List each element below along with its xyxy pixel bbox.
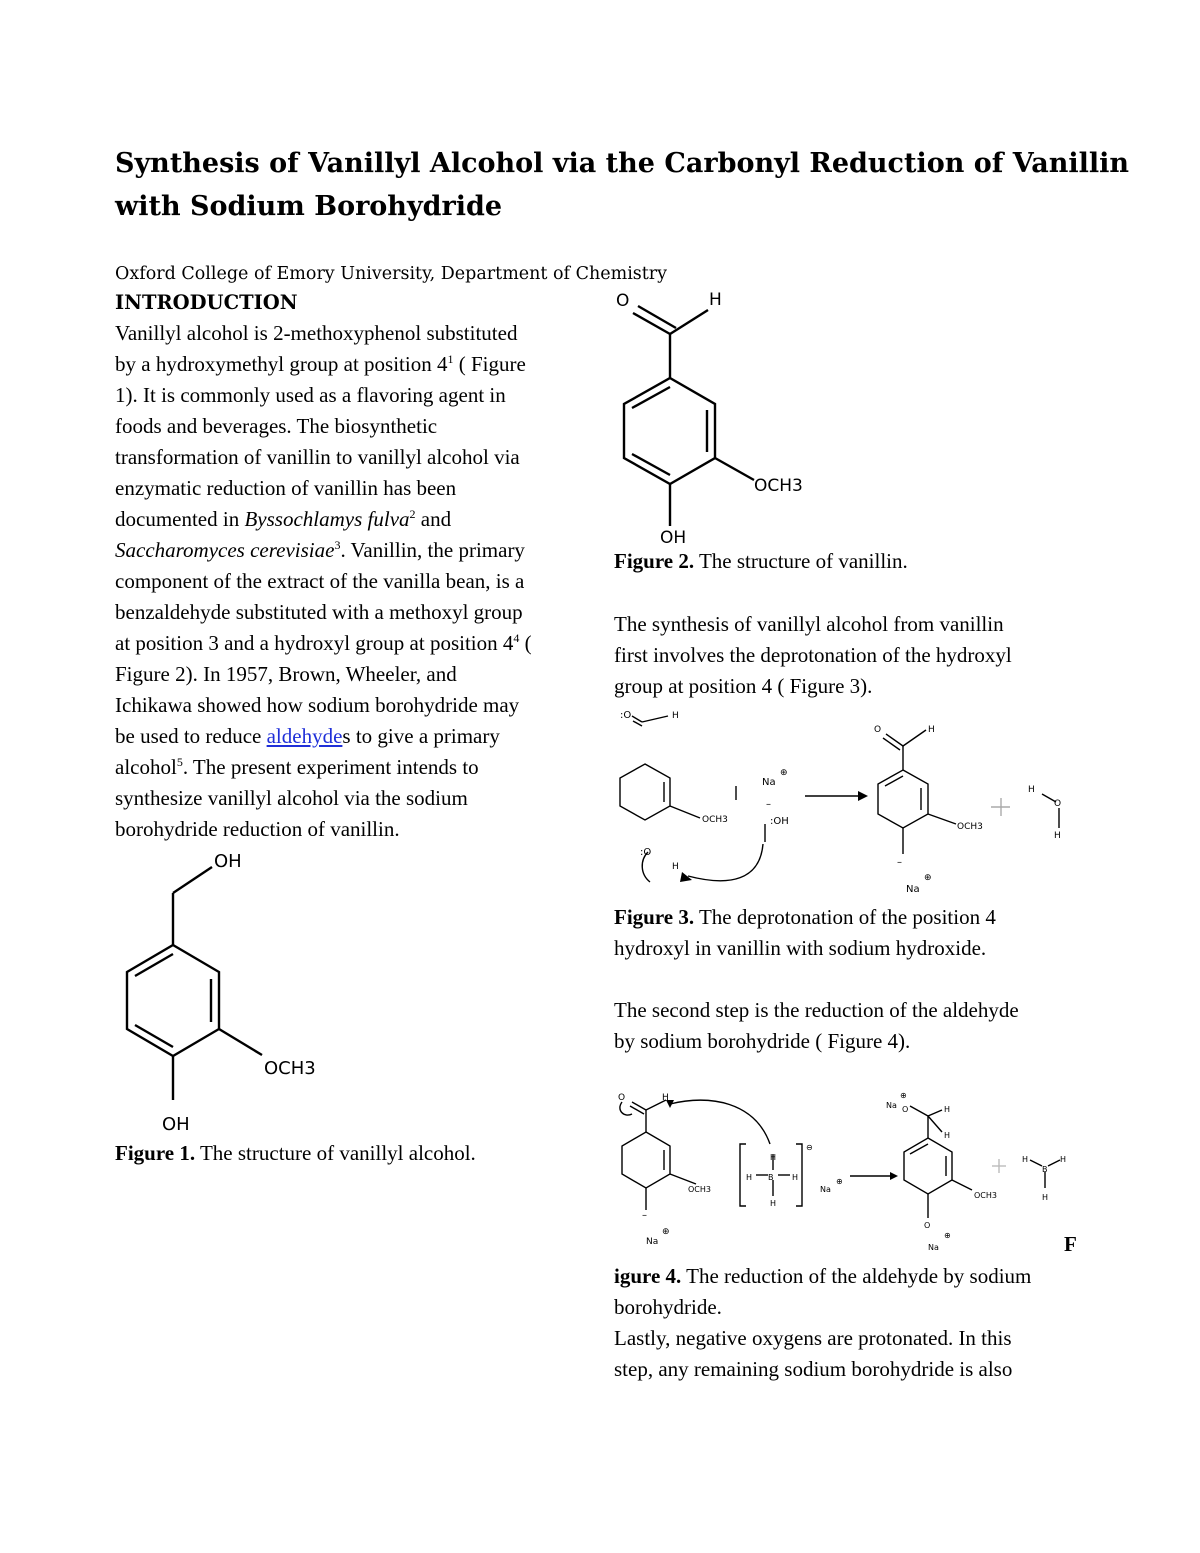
- deprotonation-scheme: [610, 702, 1090, 900]
- borohydride-reduction-scheme: [610, 1088, 1090, 1258]
- atom-label: H: [792, 1173, 799, 1182]
- svg-text:⊕: ⊕: [836, 1177, 843, 1186]
- synthesis-paragraph: [614, 609, 1094, 702]
- atom-label: OH: [214, 851, 242, 872]
- atom-label: OCH3: [974, 1191, 997, 1200]
- vanillin-structure: [608, 286, 828, 548]
- title-line-1: Synthesis of Vanillyl Alcohol via the Carbonyl Reduction of Vanillin: [115, 148, 1130, 179]
- intro-line: at position 3 and a hydroxyl group at position $4^4$ (: [115, 631, 532, 655]
- intro-line: Saccharomyces cerevisiae$^3$. Vanillin, the primary: [115, 538, 525, 562]
- atom-label: O: [1054, 799, 1062, 809]
- paragraph-line: group at position 4 ( Figure 3).: [614, 674, 873, 698]
- atom-label: H: [746, 1173, 753, 1182]
- atom-label: O: [924, 1221, 931, 1230]
- svg-text:–: –: [897, 857, 902, 868]
- atom-label: Na: [646, 1237, 659, 1247]
- atom-label: :OH: [770, 816, 789, 827]
- svg-text:⊕: ⊕: [944, 1231, 951, 1240]
- atom-label: H: [1042, 1193, 1049, 1202]
- figure-4-label-first-letter: F: [1064, 1232, 1077, 1256]
- atom-label: OCH3: [754, 476, 803, 496]
- atom-label: H: [770, 1153, 777, 1162]
- atom-label: H: [944, 1131, 951, 1140]
- atom-label: O: [618, 1093, 626, 1103]
- intro-line: component of the extract of the vanilla bean, is a: [115, 569, 525, 593]
- intro-line: Vanillyl alcohol is 2-methoxyphenol substituted: [115, 321, 518, 345]
- paragraph-line: step, any remaining sodium borohydride is also: [614, 1357, 1013, 1381]
- paragraph-line: The second step is the reduction of the aldehyde: [614, 998, 1019, 1022]
- atom-label: Na: [906, 884, 920, 895]
- svg-text:⊖: ⊖: [806, 1143, 813, 1152]
- svg-text:⊕: ⊕: [924, 873, 932, 883]
- atom-label: OH: [660, 528, 687, 548]
- atom-label: O: [902, 1105, 909, 1114]
- atom-label: OCH3: [702, 815, 728, 825]
- atom-label: –: [766, 799, 771, 810]
- paragraph-line: Lastly, negative oxygens are protonated. In this: [614, 1326, 1012, 1350]
- atom-label: OCH3: [264, 1058, 316, 1079]
- document-title: [115, 142, 1130, 228]
- atom-label: Na: [886, 1101, 897, 1110]
- atom-label: :O: [640, 847, 652, 858]
- atom-label: H: [1028, 785, 1035, 795]
- figure-2-caption: Figure 2. The structure of vanillin.: [614, 549, 908, 573]
- intro-line: Figure 2). In 1957, Brown, Wheeler, and: [115, 662, 457, 686]
- intro-line: be used to reduce aldehydes to give a primary: [115, 724, 500, 748]
- aldehyde-link[interactable]: aldehyde: [266, 724, 343, 748]
- atom-label: H: [770, 1199, 777, 1208]
- atom-label: H: [1060, 1155, 1067, 1164]
- title-line-2: with Sodium Borohydride: [115, 191, 503, 222]
- intro-line: transformation of vanillin to vanillyl alcohol via: [115, 445, 520, 469]
- intro-paragraph: [115, 318, 585, 845]
- atom-label: Na: [762, 777, 776, 788]
- second-step-paragraph: [614, 995, 1094, 1057]
- atom-label: H: [709, 290, 722, 310]
- paragraph-line: by sodium borohydride ( Figure 4).: [614, 1029, 911, 1053]
- intro-line: foods and beverages. The biosynthetic: [115, 414, 438, 438]
- atom-label: H: [672, 862, 679, 872]
- atom-label: H: [662, 1093, 669, 1103]
- intro-line: alcohol$^5$. The present experiment intends to: [115, 755, 479, 779]
- paragraph-line: first involves the deprotonation of the hydroxyl: [614, 643, 1012, 667]
- atom-label: OH: [162, 1114, 190, 1135]
- atom-label: Na: [820, 1185, 831, 1194]
- atom-label: Na: [928, 1243, 939, 1252]
- atom-label: H: [1054, 831, 1061, 841]
- figure-3-caption: Figure 3. The deprotonation of the position 4 hydroxyl in vanillin with sodium hydroxide.: [614, 905, 996, 960]
- atom-label: H: [672, 711, 679, 721]
- intro-line: 1). It is commonly used as a flavoring agent in: [115, 383, 506, 407]
- atom-label: B: [1042, 1165, 1048, 1174]
- intro-line: documented in Byssochlamys fulva$^2$ and: [115, 507, 452, 531]
- affiliation: Oxford College of Emory University, Department of Chemistry: [115, 264, 668, 284]
- atom-label: B: [768, 1173, 774, 1182]
- intro-line: borohydride reduction of vanillin.: [115, 817, 400, 841]
- svg-text:⊕: ⊕: [662, 1227, 670, 1237]
- paragraph-line: The synthesis of vanillyl alcohol from vanillin: [614, 612, 1004, 636]
- svg-text:⊕: ⊕: [900, 1091, 907, 1100]
- intro-line: synthesize vanillyl alcohol via the sodium: [115, 786, 468, 810]
- intro-line: benzaldehyde substituted with a methoxyl group: [115, 600, 523, 624]
- atom-label: H: [928, 725, 935, 735]
- final-step-paragraph: [614, 1323, 1094, 1385]
- atom-label: H: [944, 1105, 951, 1114]
- atom-label: O: [874, 725, 882, 735]
- atom-label: OCH3: [957, 822, 983, 832]
- svg-text:⊕: ⊕: [780, 768, 788, 778]
- atom-label: :O: [620, 710, 632, 721]
- atom-label: H: [1022, 1155, 1029, 1164]
- figure-4-caption: igure 4. The reduction of the aldehyde by sodium borohydride.: [614, 1264, 1032, 1319]
- intro-line: enzymatic reduction of vanillin has been: [115, 476, 457, 500]
- svg-text:–: –: [642, 1210, 647, 1221]
- atom-label: O: [616, 291, 630, 311]
- section-heading-introduction: INTRODUCTION: [115, 291, 298, 314]
- vanillyl-alcohol-structure: [110, 848, 340, 1138]
- intro-line: Ichikawa showed how sodium borohydride may: [115, 693, 520, 717]
- atom-label: OCH3: [688, 1185, 711, 1194]
- figure-1-caption: Figure 1. The structure of vanillyl alcohol.: [115, 1141, 476, 1165]
- intro-line: by a hydroxymethyl group at position $4^1$ ( Figure: [115, 352, 526, 376]
